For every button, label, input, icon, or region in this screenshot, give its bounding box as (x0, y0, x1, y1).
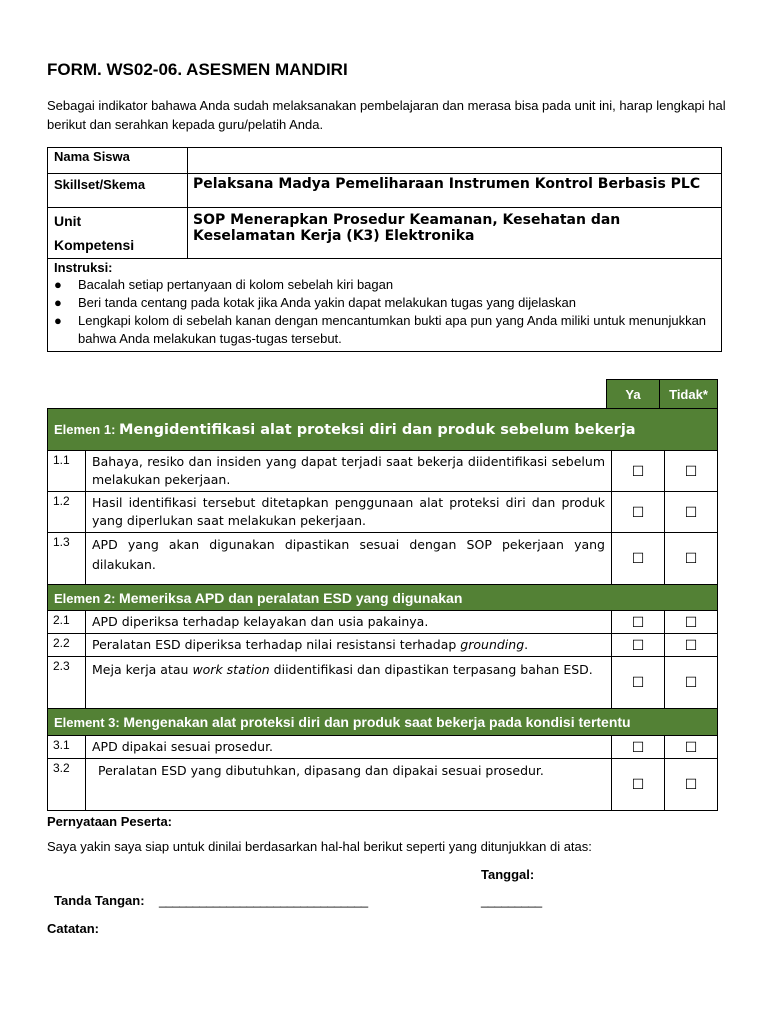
intro-text: Sebagai indikator bahawa Anda sudah melaksanakan pembelajaran dan merasa bisa pada unit ini, harap lengkapi hal berikut dan serahkan kepada guru/pelatih Anda. (47, 98, 726, 132)
item-description (86, 657, 612, 709)
nama-siswa-label: Nama Siswa (48, 148, 188, 174)
ya-checkbox[interactable]: ☐ (612, 451, 665, 492)
instruction-item: ● Bacalah setiap pertanyaan di kolom sebelah kiri bagan (78, 276, 715, 294)
ya-checkbox[interactable]: ☐ (612, 492, 665, 533)
unit-label-line2: Kompetensi (54, 237, 135, 253)
instructions-box (48, 259, 722, 352)
tidak-checkbox[interactable]: ☐ (665, 533, 718, 585)
ya-checkbox[interactable]: ☐ (612, 533, 665, 585)
ya-checkbox[interactable]: ☐ (612, 657, 665, 709)
item-number: 1.2 (48, 492, 86, 533)
item-number: 2.1 (48, 611, 86, 634)
table-row (48, 451, 718, 492)
tidak-checkbox[interactable]: ☐ (665, 492, 718, 533)
tidak-checkbox[interactable]: ☐ (665, 657, 718, 709)
table-row (48, 492, 718, 533)
text-part: Meja kerja atau (92, 662, 193, 677)
element-3-header (48, 709, 718, 736)
item-number: 1.1 (48, 451, 86, 492)
element-prefix: Elemen 1: (54, 421, 120, 437)
instruction-item: ● Beri tanda centang pada kotak jika Anda yakin dapat melakukan tugas yang dijelaskan (78, 294, 715, 312)
instructions-label: Instruksi: (54, 260, 113, 275)
item-description: APD yang akan digunakan dipastikan sesuai dengan SOP pekerjaan yang dilakukan. (86, 533, 612, 585)
tidak-column-header: Tidak* (660, 380, 718, 410)
ya-checkbox[interactable]: ☐ (612, 611, 665, 634)
element-title: Mengidentifikasi alat proteksi diri dan produk sebelum bekerja (119, 421, 636, 438)
tidak-checkbox[interactable]: ☐ (665, 736, 718, 759)
tanda-tangan-label: Tanda Tangan: (54, 893, 145, 908)
item-number: 3.1 (48, 736, 86, 759)
assessment-table (47, 408, 718, 811)
declaration-text: Saya yakin saya siap untuk dinilai berdasarkan hal-hal berikut seperti yang ditunjukkan di atas: (47, 839, 592, 854)
item-description: Hasil identifikasi tersebut ditetapkan penggunaan alat proteksi diri dan produk yang diperlukan saat melakukan pekerjaan. (86, 492, 612, 533)
declaration-heading: Pernyataan Peserta: (47, 814, 173, 829)
item-description: APD dipakai sesuai prosedur. (86, 736, 612, 759)
tidak-checkbox[interactable]: ☐ (665, 611, 718, 634)
ya-checkbox[interactable]: ☐ (612, 634, 665, 657)
unit-label-line1: Unit (54, 213, 82, 229)
item-number: 1.3 (48, 533, 86, 585)
element-title: Memeriksa APD dan peralatan ESD yang digunakan (119, 589, 463, 606)
tidak-checkbox[interactable]: ☐ (665, 759, 718, 811)
table-row (48, 759, 718, 811)
table-row (48, 657, 718, 709)
item-number: 3.2 (48, 759, 86, 811)
table-row (48, 533, 718, 585)
item-description: APD diperiksa terhadap kelayakan dan usia pakainya. (86, 611, 612, 634)
item-description (86, 634, 612, 657)
item-description: Peralatan ESD yang dibutuhkan, dipasang dan dipakai sesuai prosedur. (86, 759, 612, 811)
table-row (48, 634, 718, 657)
date-line[interactable]: _________ (481, 893, 542, 908)
text-part: diidentifikasi dan dipastikan terpasang bahan ESD. (269, 662, 593, 677)
item-description: Bahaya, resiko dan insiden yang dapat terjadi saat bekerja diidentifikasi sebelum melakukan pekerjaan. (86, 451, 612, 492)
answer-header (606, 379, 718, 410)
element-prefix: Element 3: (54, 715, 124, 730)
ya-checkbox[interactable]: ☐ (612, 736, 665, 759)
element-prefix: Elemen 2: (54, 590, 120, 606)
tanggal-label: Tanggal: (481, 867, 535, 882)
skema-label: Skillset/Skema (48, 174, 188, 208)
unit-kompetensi-label (48, 208, 188, 259)
item-number: 2.3 (48, 657, 86, 709)
element-title: Mengenakan alat proteksi diri dan produk saat bekerja pada kondisi tertentu (123, 714, 631, 730)
instructions-list (54, 276, 715, 348)
text-italic: work station (192, 662, 270, 677)
info-table (47, 147, 722, 352)
tidak-checkbox[interactable]: ☐ (665, 451, 718, 492)
skema-value: Pelaksana Madya Pemeliharaan Instrumen Kontrol Berbasis PLC (188, 174, 722, 208)
form-title: FORM. WS02-06. ASESMEN MANDIRI (47, 60, 348, 79)
catatan-label: Catatan: (47, 921, 100, 936)
item-number: 2.2 (48, 634, 86, 657)
element-1-header (48, 409, 718, 451)
ya-checkbox[interactable]: ☐ (612, 759, 665, 811)
text-italic: grounding (460, 637, 525, 652)
ya-column-header: Ya (607, 380, 660, 410)
table-row (48, 611, 718, 634)
table-row (48, 736, 718, 759)
text-part: . (524, 637, 529, 652)
instruction-item: ● Lengkapi kolom di sebelah kanan dengan mencantumkan bukti apa pun yang Anda miliki untuk menunjukkan bahwa Anda melakukan tugas-tugas tersebut. (78, 312, 715, 348)
text-part: Peralatan ESD diperiksa terhadap nilai resistansi terhadap (92, 637, 461, 652)
signature-line[interactable]: _______________________________ (159, 893, 368, 908)
element-2-header (48, 585, 718, 611)
nama-siswa-field[interactable] (188, 148, 722, 174)
tidak-checkbox[interactable]: ☐ (665, 634, 718, 657)
unit-kompetensi-value: SOP Menerapkan Prosedur Keamanan, Kesehatan dan Keselamatan Kerja (K3) Elektronika (188, 208, 722, 259)
